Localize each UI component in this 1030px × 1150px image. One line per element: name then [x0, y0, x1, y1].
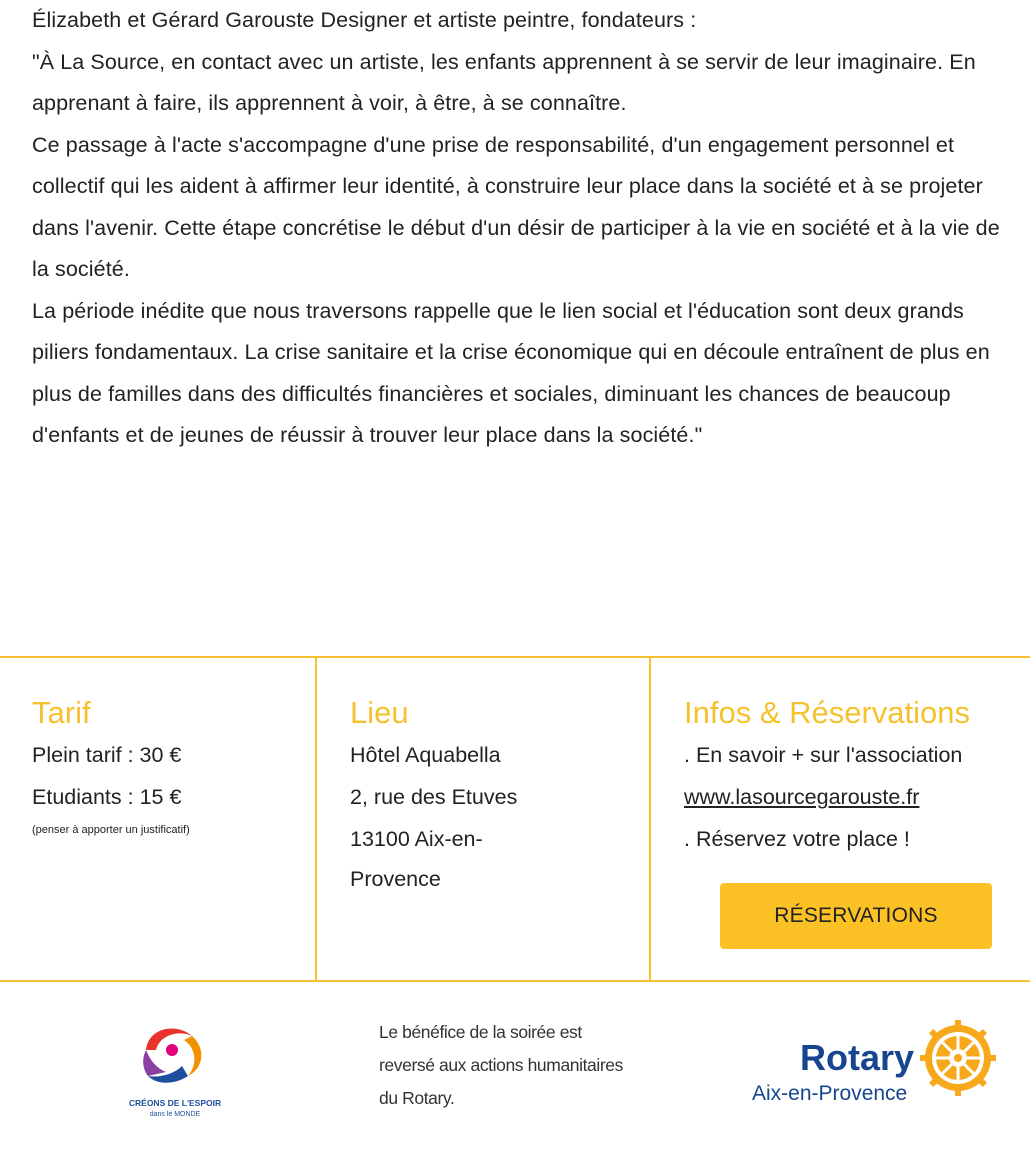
student-price: Etudiants : 15 €: [32, 785, 182, 809]
rotary-logo[interactable]: [748, 1020, 998, 1110]
venue-city-line-2: Provence: [350, 867, 441, 891]
intro-text: [32, 0, 1017, 457]
rotary-logo-name: Rotary: [800, 1037, 915, 1078]
column-divider: [315, 658, 317, 980]
venue-city-line-1: 13100 Aix-en-: [350, 827, 483, 851]
association-website-link[interactable]: www.lasourcegarouste.fr: [684, 785, 920, 809]
quote-paragraph-1: "À La Source, en contact avec un artiste, les enfants apprennent à se servir de leur imaginaire. En apprenant à faire, ils apprennent à voir, à être, à se connaître.: [32, 49, 976, 115]
benefit-notice: Le bénéfice de la soirée est reversé aux actions humanitaires du Rotary.: [379, 1022, 623, 1108]
infos-title: Infos & Réservations: [684, 695, 971, 730]
creons-logo-line-2: dans le MONDE: [149, 1111, 201, 1118]
justification-note: (penser à apporter un justificatif): [32, 824, 190, 836]
column-divider: [649, 658, 651, 980]
infos-column: [684, 692, 1024, 860]
tarif-column: [32, 692, 302, 840]
founders-line: Élizabeth et Gérard Garouste Designer et artiste peintre, fondateurs :: [32, 8, 697, 32]
creons-logo-line-1: CRÉONS DE L'ESPOIR: [128, 1098, 222, 1108]
venue-street: 2, rue des Etuves: [350, 785, 518, 809]
full-price: Plein tarif : 30 €: [32, 743, 182, 767]
quote-paragraph-3: La période inédite que nous traversons rappelle que le lien social et l'éducation sont deux grands piliers fondamentaux. La crise sanitaire et la crise économique qui en découle entraînent de plus en plus de familles dans des difficultés financières et sociales, diminuant les chances de beaucoup d'enfants et de jeunes de réussir à trouver leur place dans la société.": [32, 298, 990, 447]
creons-espoir-logo[interactable]: [118, 1020, 232, 1120]
rotary-logo-city: Aix-en-Provence: [752, 1082, 908, 1105]
about-association-text: . En savoir + sur l'association: [684, 743, 963, 767]
reservations-button[interactable]: RÉSERVATIONS: [720, 883, 992, 949]
lieu-title: Lieu: [350, 695, 409, 730]
lieu-column: [350, 692, 630, 898]
rotary-wheel-icon: [920, 1020, 996, 1096]
venue-name: Hôtel Aquabella: [350, 743, 501, 767]
quote-paragraph-2: Ce passage à l'acte s'accompagne d'une prise de responsabilité, d'un engagement personnel et collectif qui les aident à affirmer leur identité, à construire leur place dans la société et à se projeter dans l'avenir. Cette étape concrétise le début d'un désir de participer à la vie en société et à la vie de la société.: [32, 132, 1000, 281]
reserve-prompt: . Réservez votre place !: [684, 827, 910, 851]
tarif-title: Tarif: [32, 695, 91, 730]
